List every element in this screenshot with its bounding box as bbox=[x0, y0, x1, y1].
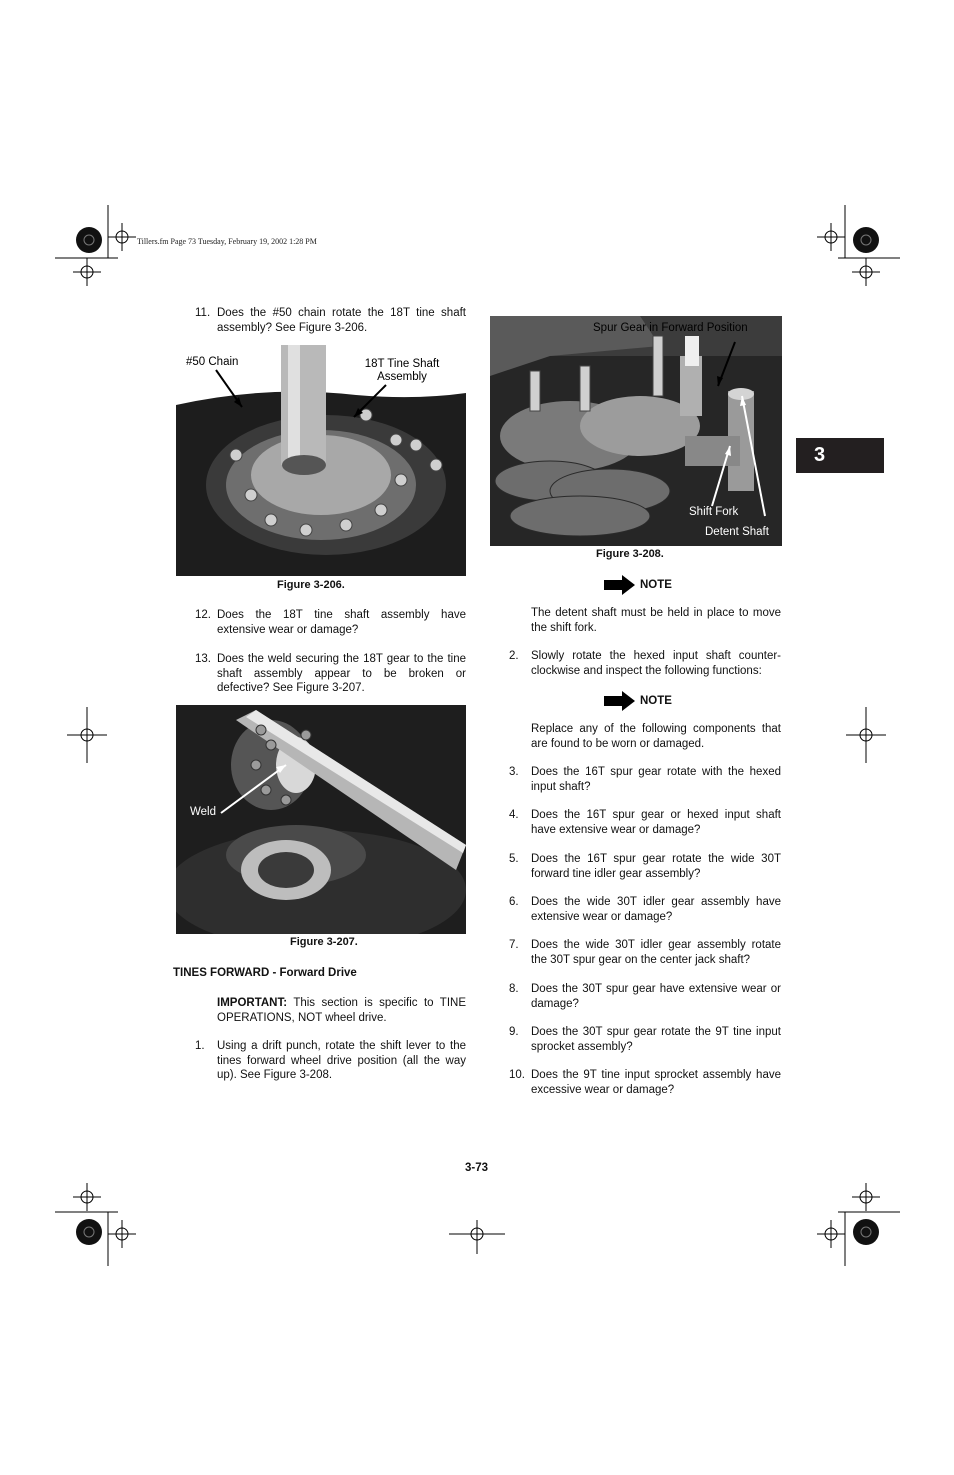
item-text: Does the 30T spur gear have extensive wear or damage? bbox=[531, 983, 781, 1010]
item-text: Does the 16T spur gear rotate the wide 30T forward tine idler gear assembly? bbox=[531, 853, 781, 880]
item-text: Using a drift punch, rotate the shift lever to the tines forward wheel drive position (all the way up). See Figure 3-208. bbox=[217, 1040, 466, 1081]
item-text: Slowly rotate the hexed input shaft counter-clockwise and inspect the following functions: bbox=[531, 650, 781, 677]
question-11 bbox=[195, 306, 466, 335]
figure-206-photo bbox=[176, 345, 466, 576]
list-item bbox=[509, 765, 781, 794]
list-item bbox=[509, 982, 781, 1011]
item-text: Does the 9T tine input sprocket assembly have excessive wear or damage? bbox=[531, 1069, 781, 1096]
item-text: Does the 16T spur gear rotate with the hexed input shaft? bbox=[531, 766, 781, 793]
item-number: 7. bbox=[509, 939, 519, 951]
item-number: 11. bbox=[195, 307, 211, 319]
important-text: This section is specific to TINE OPERATIONS, NOT wheel drive. bbox=[217, 997, 466, 1024]
label-shift-fork: Shift Fork bbox=[689, 506, 739, 518]
step-2 bbox=[509, 649, 781, 678]
label-spur-gear: Spur Gear in Forward Position bbox=[593, 322, 748, 334]
step-1 bbox=[195, 1039, 466, 1083]
item-number: 2. bbox=[509, 650, 519, 662]
list-item bbox=[509, 895, 781, 924]
chapter-tab: 3 bbox=[796, 438, 884, 473]
page-number: 3-73 bbox=[465, 1162, 489, 1174]
item-text: Does the 18T tine shaft assembly have extensive wear or damage? bbox=[217, 609, 466, 636]
label-tine-shaft bbox=[352, 358, 452, 384]
note-heading-1 bbox=[604, 575, 672, 595]
question-12 bbox=[195, 608, 466, 637]
list-item bbox=[509, 1068, 781, 1097]
important-label: IMPORTANT: bbox=[217, 997, 288, 1009]
file-header: Tillers.fm Page 73 Tuesday, February 19, 2002 1:28 PM bbox=[137, 237, 317, 246]
list-item bbox=[509, 938, 781, 967]
list-item bbox=[509, 852, 781, 881]
item-text: Does the wide 30T idler gear assembly rotate the 30T spur gear on the center jack shaft? bbox=[531, 939, 781, 966]
note-text-2: Replace any of the following components that are found to be worn or damaged. bbox=[531, 723, 781, 750]
question-13 bbox=[195, 652, 466, 696]
item-number: 8. bbox=[509, 983, 519, 995]
item-number: 3. bbox=[509, 766, 519, 778]
section-title: TINES FORWARD - Forward Drive bbox=[173, 967, 357, 979]
important-paragraph bbox=[217, 996, 466, 1025]
item-number: 1. bbox=[195, 1040, 205, 1052]
item-text: Does the 30T spur gear rotate the 9T tine input sprocket assembly? bbox=[531, 1026, 781, 1053]
item-text: Does the 16T spur gear or hexed input shaft have extensive wear or damage? bbox=[531, 809, 781, 836]
note-label: NOTE bbox=[640, 695, 672, 707]
item-number: 9. bbox=[509, 1026, 519, 1038]
note-heading-2 bbox=[604, 691, 672, 711]
list-item bbox=[509, 808, 781, 837]
note-label: NOTE bbox=[640, 579, 672, 591]
item-number: 12. bbox=[195, 609, 211, 621]
arrow-right-icon bbox=[604, 575, 636, 595]
note-text-1: The detent shaft must be held in place to move the shift fork. bbox=[531, 607, 781, 634]
label-tine-shaft-line2: Assembly bbox=[377, 371, 427, 383]
figure-207-caption: Figure 3-207. bbox=[290, 936, 358, 948]
arrow-right-icon bbox=[604, 691, 636, 711]
item-number: 4. bbox=[509, 809, 519, 821]
figure-207-photo bbox=[176, 705, 466, 934]
label-weld: Weld bbox=[190, 806, 216, 818]
figure-208-caption: Figure 3-208. bbox=[596, 548, 664, 560]
item-text: Does the weld securing the 18T gear to the tine shaft assembly appear to be broken or defective? See Figure 3-207. bbox=[217, 653, 466, 694]
item-number: 6. bbox=[509, 896, 519, 908]
figure-208-photo bbox=[490, 316, 782, 546]
list-item bbox=[509, 1025, 781, 1054]
item-text: Does the wide 30T idler gear assembly have extensive wear or damage? bbox=[531, 896, 781, 923]
label-tine-shaft-line1: 18T Tine Shaft bbox=[364, 358, 440, 370]
item-number: 13. bbox=[195, 653, 211, 665]
label-detent-shaft: Detent Shaft bbox=[705, 526, 769, 538]
item-text: Does the #50 chain rotate the 18T tine shaft assembly? See Figure 3-206. bbox=[217, 307, 466, 334]
figure-206-caption: Figure 3-206. bbox=[277, 579, 345, 591]
item-number: 10. bbox=[509, 1069, 525, 1081]
item-number: 5. bbox=[509, 853, 519, 865]
label-50-chain: #50 Chain bbox=[186, 356, 239, 368]
